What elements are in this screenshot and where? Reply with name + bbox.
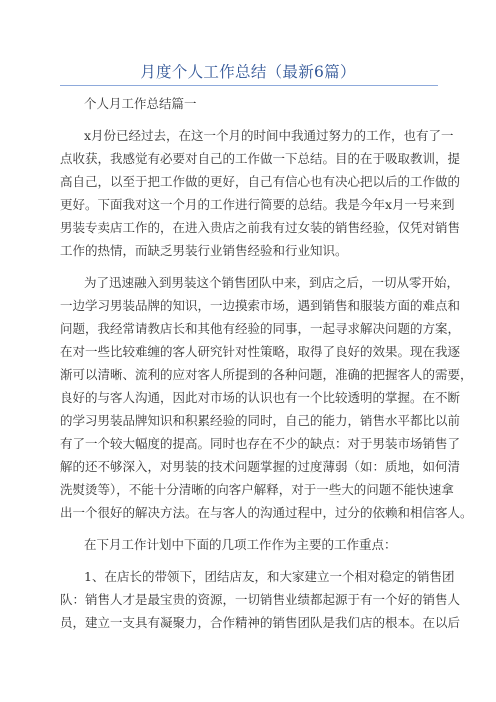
paragraph-3: [60, 533, 440, 556]
section-heading: 个人月工作总结篇一: [84, 96, 197, 111]
paragraph-2: [60, 271, 473, 524]
spacer: [60, 115, 440, 124]
document-title: 月度个人工作总结（最新6篇）: [140, 63, 356, 81]
paragraph-line: 高自己，以至于把工作做的更好，自己有信心也有决心把以后的工作做的: [60, 174, 461, 189]
paragraph-line: x月份已经过去，在这一个月的时间中我通过努力的工作，也有了一: [84, 128, 454, 143]
paragraph-line: 有了一个较大幅度的提高。同时也存在不少的缺点：对于男装市场销售了: [60, 436, 461, 451]
paragraph-line: 队：销售人才是最宝贵的资源，一切销售业绩都起源于有一个好的销售人: [60, 592, 461, 607]
paragraph-line: 1、在店长的带领下，团结店友，和大家建立一个相对稳定的销售团: [84, 569, 455, 584]
paragraph-line: 员，建立一支具有凝聚力，合作精神的销售团队是我们店的根本。在以后: [60, 615, 461, 630]
paragraph-line: 渐可以清晰、流利的应对客人所提到的各种问题，准确的把握客人的需要，: [60, 367, 473, 382]
paragraph-line: 点收获，我感觉有必要对自己的工作做一下总结。目的在于吸取教训，提: [60, 151, 461, 166]
paragraph-line: 男装专卖店工作的，在进入贵店之前我有过女装的销售经验，仅凭对销售: [60, 220, 461, 235]
paragraph-line: 良好的与客人沟通，因此对市场的认识也有一个比较透明的掌握。在不断: [60, 390, 461, 405]
paragraph-1: [60, 124, 461, 262]
paragraph-line: 工作的热情，而缺乏男装行业销售经验和行业知识。: [60, 243, 348, 258]
spacer: [60, 556, 440, 565]
paragraph-line: 洗熨烫等），不能十分清晰的向客户解释，对于一些大的问题不能快速拿: [60, 482, 454, 497]
spacer: [60, 262, 440, 271]
paragraph-line: 问题，我经常请教店长和其他有经验的同事，一起寻求解决问题的方案，: [60, 321, 461, 336]
paragraph-line: 出一个很好的解决方法。在与客人的沟通过程中，过分的依赖和相信客人。: [60, 505, 473, 520]
document-body: [60, 92, 473, 634]
paragraph-line: 在下月工作计划中下面的几项工作作为主要的工作重点：: [84, 537, 397, 552]
paragraph-line: 一边学习男装品牌的知识，一边摸索市场，遇到销售和服装方面的难点和: [60, 298, 461, 313]
paragraph-4: [60, 565, 461, 634]
paragraph-line: 解的还不够深入，对男装的技术问题掌握的过度薄弱（如：质地，如何清: [60, 459, 461, 474]
paragraph-line: 在对一些比较难缠的客人研究针对性策略，取得了良好的效果。现在我逐: [60, 344, 461, 359]
paragraph-line: 的学习男装品牌知识和积累经验的同时，自己的能力，销售水平都比以前: [60, 413, 461, 428]
title-underline: [60, 85, 438, 86]
spacer: [60, 524, 440, 533]
paragraph-line: 为了迅速融入到男装这个销售团队中来，到店之后，一切从零开始，: [84, 275, 460, 290]
paragraph-line: 更好。下面我对这一个月的工作进行简要的总结。我是今年x月一号来到: [60, 197, 455, 212]
